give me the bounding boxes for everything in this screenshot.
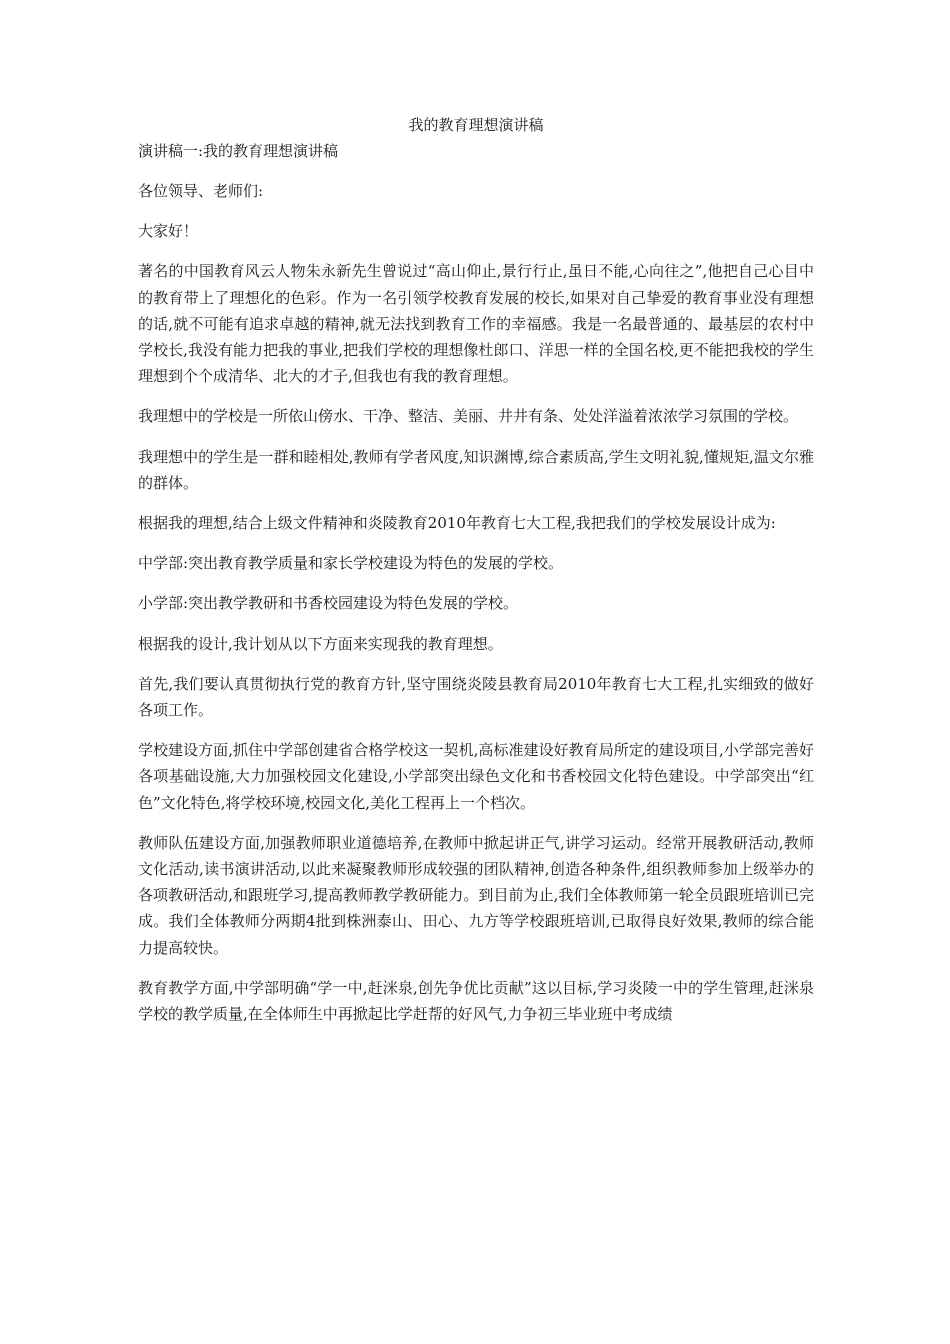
paragraph-ideal-students: 我理想中的学生是一群和睦相处,教师有学者风度,知识渊博,综合素质高,学生文明礼貌,懂规矩,温文尔雅的群体。 [138,447,814,492]
paragraph-development-design: 根据我的理想,结合上级文件精神和炎陵教育2010年教育七大工程,我把我们的学校发展设计成为: [138,514,776,533]
paragraph-teacher-team: 教师队伍建设方面,加强教师职业道德培养,在教师中掀起讲正气,讲学习运动。经常开展教研活动,教师文化活动,读书演讲活动,以此来凝聚教师形成较强的团队精神,创造各种条件,组织教师参加上级举办的各项教研活动,和跟班学习,提高教师教学教研能力。到目前为止,我们全体教师第一轮全员跟班培训已完成。我们全体教师分两期4批到株洲泰山、田心、九方等学校跟班培训,已取得良好效果,教师的综合能力提高较快。 [138,833,814,957]
document-page [138,112,814,1041]
document-title: 我的教育理想演讲稿 [408,116,544,134]
paragraph-first: 首先,我们要认真贯彻执行党的教育方针,坚守围绕炎陵县教育局2010年教育七大工程,扎实细致的做好各项工作。 [138,674,814,720]
paragraph-middle-school: 中学部:突出教育教学质量和家长学校建设为特色的发展的学校。 [138,554,564,573]
paragraph-ideal-school: 我理想中的学校是一所依山傍水、干净、整洁、美丽、井井有条、处处洋溢着浓浓学习氛围的学校。 [138,407,799,426]
paragraph-primary-school: 小学部:突出教学教研和书香校园建设为特色发展的学校。 [138,594,519,613]
paragraph-greeting: 大家好！ [138,222,199,241]
paragraph-plan: 根据我的设计,我计划从以下方面来实现我的教育理想。 [138,634,503,653]
paragraph-salutation: 各位领导、老师们: [138,182,264,200]
paragraph-school-construction: 学校建设方面,抓住中学部创建省合格学校这一契机,高标准建设好教育局所定的建设项目,小学部完善好各项基础设施,大力加强校园文化建设,小学部突出绿色文化和书香校园文化特色建设。中学部突出“红色”文化特色,将学校环境,校园文化,美化工程再上一个档次。 [138,741,814,812]
document-subtitle: 演讲稿一:我的教育理想演讲稿 [138,142,339,160]
document-body [138,178,814,1027]
paragraph-teaching: 教育教学方面,中学部明确“学一中,赶洣泉,创先争优比贡献”这以目标,学习炎陵一中的学生管理,赶洣泉学校的教学质量,在全体师生中再掀起比学赶帮的好风气,力争初三毕业班中考成绩 [138,978,814,1024]
paragraph-introduction: 著名的中国教育风云人物朱永新先生曾说过“高山仰止,景行行止,虽日不能,心向往之”,他把自己心目中的教育带上了理想化的色彩。作为一名引领学校教育发展的校长,如果对自己挚爱的教育事业没有理想的话,就不可能有追求卓越的精神,就无法找到教育工作的幸福感。我是一名最普通的、最基层的农村中学校长,我没有能力把我的事业,把我们学校的理想像杜郎口、洋思一样的全国名校,更不能把我校的学生理想到个个成清华、北大的才子,但我也有我的教育理想。 [138,262,814,386]
